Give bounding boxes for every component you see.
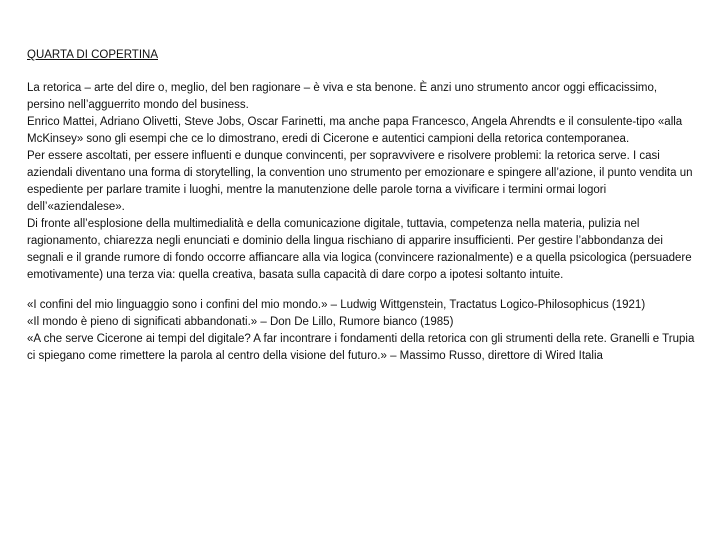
paragraph: Per essere ascoltati, per essere influenti e dunque convincenti, per sopravvivere e risolvere problemi: la retorica serve. I casi aziendali diventano una forma di storytelling, la convention uno strumento per emozionare e spingere all’azione, il punto vendita un espediente per parlare tramite i luoghi, mentre la manutenzione delle parole torna a vivificare i termini ormai logori dell’«aziendalese». bbox=[27, 150, 693, 213]
quote: «Il mondo è pieno di significati abbandonati.» – Don De Lillo, Rumore bianco (1985) bbox=[27, 316, 454, 328]
paragraph: Enrico Mattei, Adriano Olivetti, Steve Jobs, Oscar Farinetti, ma anche papa Francesco, Angela Ahrendts e il consulente-tipo «alla McKinsey» sono gli esempi che ce lo dimostrano, eredi di Cicerone e autentici campioni della retorica contemporanea. bbox=[27, 116, 683, 145]
spacer bbox=[27, 284, 695, 297]
paragraph: Di fronte all’esplosione della multimedialità e della comunicazione digitale, tuttavia, competenza nella materia, pulizia nel ragionamento, chiarezza negli enunciati e dominio della lingua rischiano di apparire insufficienti. Per gestire l’abbondanza dei segnali e il grande rumore di fondo occorre affiancare alla via logica (convincere razionalmente) e a quella psicologica (persuadere emotivamente) una terza via: quella creativa, basata sulla capacità di dare corpo a ipotesi soltanto intuite. bbox=[27, 218, 692, 281]
paragraph: La retorica – arte del dire o, meglio, del ben ragionare – è viva e sta benone. È anzi uno strumento ancor oggi efficacissimo, persino nell’agguerrito mondo del business. bbox=[27, 82, 658, 111]
section-heading: QUARTA DI COPERTINA bbox=[27, 49, 158, 61]
quote: «I confini del mio linguaggio sono i confini del mio mondo.» – Ludwig Wittgenstein, Tractatus Logico-Philosophicus (1921) bbox=[27, 299, 646, 311]
quote: «A che serve Cicerone ai tempi del digitale? A far incontrare i fondamenti della retorica con gli strumenti della rete. Granelli e Trupia ci spiegano come rimettere la parola al centro della visione del futuro.» – Massimo Russo, direttore di Wired Italia bbox=[27, 333, 695, 362]
text-block bbox=[27, 47, 695, 365]
